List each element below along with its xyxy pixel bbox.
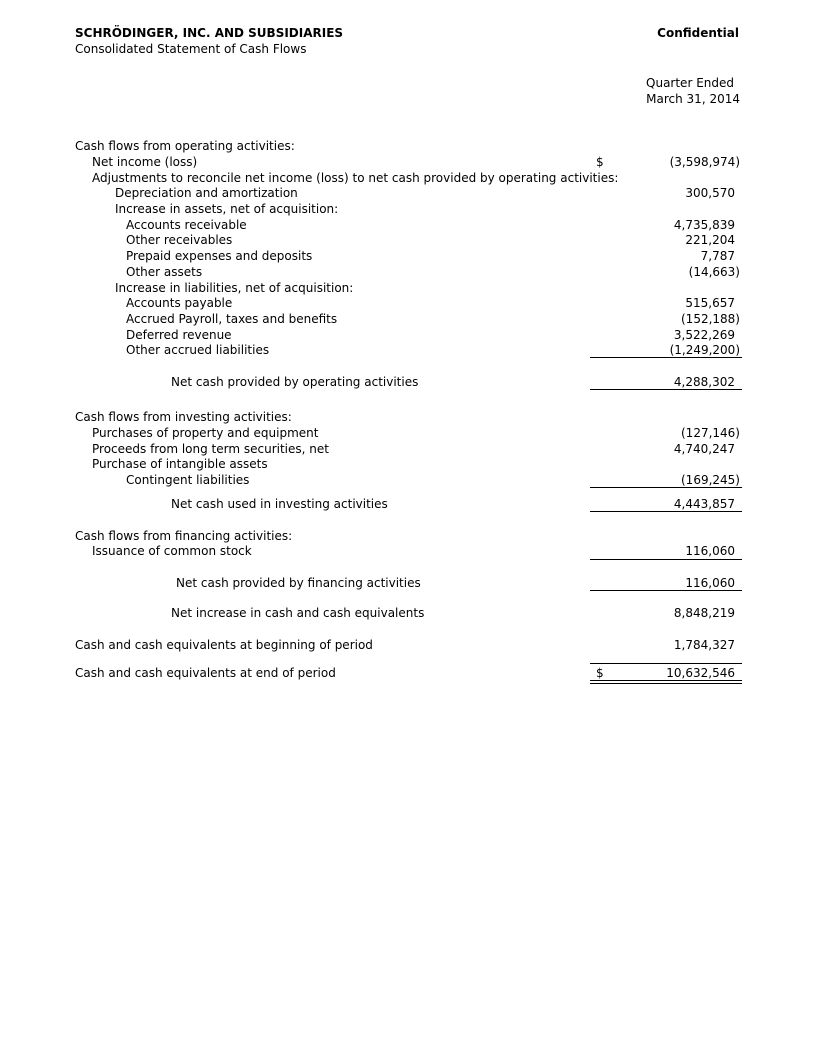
statement-title: Consolidated Statement of Cash Flows	[75, 42, 307, 56]
intangible-label: Purchase of intangible assets	[92, 457, 268, 471]
investing-subtotal-rule	[590, 487, 742, 488]
ppe-value: (127,146)	[681, 426, 740, 440]
net-income-label: Net income (loss)	[92, 155, 198, 169]
asset-label-accounts-receivable: Accounts receivable	[126, 218, 247, 232]
securities-value: 4,740,247	[673, 442, 735, 456]
asset-label-other-assets: Other assets	[126, 265, 203, 279]
company-name: SCHRÖDINGER, INC. AND SUBSIDIARIES	[75, 26, 344, 40]
period-heading-line2: March 31, 2014	[646, 92, 740, 106]
financing-total-label: Net cash provided by financing activities	[176, 576, 421, 590]
confidential-label: Confidential	[657, 26, 739, 40]
net-income-value: (3,598,974)	[669, 155, 740, 169]
operating-total-value: 4,288,302	[673, 375, 735, 389]
adjustments-label: Adjustments to reconcile net income (loss) to net cash provided by operating activities:	[92, 171, 619, 185]
operating-total-label: Net cash provided by operating activities	[171, 375, 419, 389]
asset-value-other-receivables: 221,204	[685, 233, 735, 247]
contingent-value: (169,245)	[681, 473, 740, 487]
ending-cash-value: 10,632,546	[666, 666, 735, 680]
period-heading-line1: Quarter Ended	[646, 76, 734, 90]
investing-total-rule	[590, 511, 742, 512]
liability-value-accounts-payable: 515,657	[685, 296, 735, 310]
beginning-cash-value: 1,784,327	[673, 638, 735, 652]
asset-value-prepaid: 7,787	[700, 249, 735, 263]
ppe-label: Purchases of property and equipment	[92, 426, 319, 440]
liability-value-other-accrued: (1,249,200)	[669, 343, 740, 357]
net-increase-label: Net increase in cash and cash equivalents	[171, 606, 425, 620]
depreciation-value: 300,570	[685, 186, 735, 200]
asset-value-accounts-receivable: 4,735,839	[673, 218, 735, 232]
depreciation-label: Depreciation and amortization	[115, 186, 298, 200]
asset-label-other-receivables: Other receivables	[126, 233, 233, 247]
ending-cash-currency: $	[596, 666, 604, 680]
ending-cash-top-rule	[590, 663, 742, 664]
financing-total-rule	[590, 590, 742, 591]
liability-value-accrued-payroll: (152,188)	[681, 312, 740, 326]
investing-heading: Cash flows from investing activities:	[75, 410, 292, 424]
liabilities-heading: Increase in liabilities, net of acquisition:	[115, 281, 354, 295]
financing-total-value: 116,060	[685, 576, 735, 590]
liability-value-deferred-revenue: 3,522,269	[673, 328, 735, 342]
operating-total-rule	[590, 389, 742, 390]
investing-total-value: 4,443,857	[673, 497, 735, 511]
asset-value-other-assets: (14,663)	[688, 265, 740, 279]
stock-value: 116,060	[685, 544, 735, 558]
asset-label-prepaid: Prepaid expenses and deposits	[126, 249, 313, 263]
assets-heading: Increase in assets, net of acquisition:	[115, 202, 339, 216]
liability-label-accrued-payroll: Accrued Payroll, taxes and benefits	[126, 312, 338, 326]
liability-label-other-accrued: Other accrued liabilities	[126, 343, 270, 357]
financing-heading: Cash flows from financing activities:	[75, 529, 293, 543]
beginning-cash-label: Cash and cash equivalents at beginning of period	[75, 638, 373, 652]
stock-label: Issuance of common stock	[92, 544, 252, 558]
investing-total-label: Net cash used in investing activities	[171, 497, 388, 511]
ending-cash-double-rule	[590, 680, 742, 684]
net-increase-value: 8,848,219	[673, 606, 735, 620]
liability-label-deferred-revenue: Deferred revenue	[126, 328, 232, 342]
ending-cash-label: Cash and cash equivalents at end of period	[75, 666, 336, 680]
operating-subtotal-rule	[590, 357, 742, 358]
contingent-label: Contingent liabilities	[126, 473, 250, 487]
operating-heading: Cash flows from operating activities:	[75, 139, 295, 153]
liability-label-accounts-payable: Accounts payable	[126, 296, 233, 310]
securities-label: Proceeds from long term securities, net	[92, 442, 329, 456]
net-income-currency: $	[596, 155, 604, 169]
financing-subtotal-rule	[590, 559, 742, 560]
